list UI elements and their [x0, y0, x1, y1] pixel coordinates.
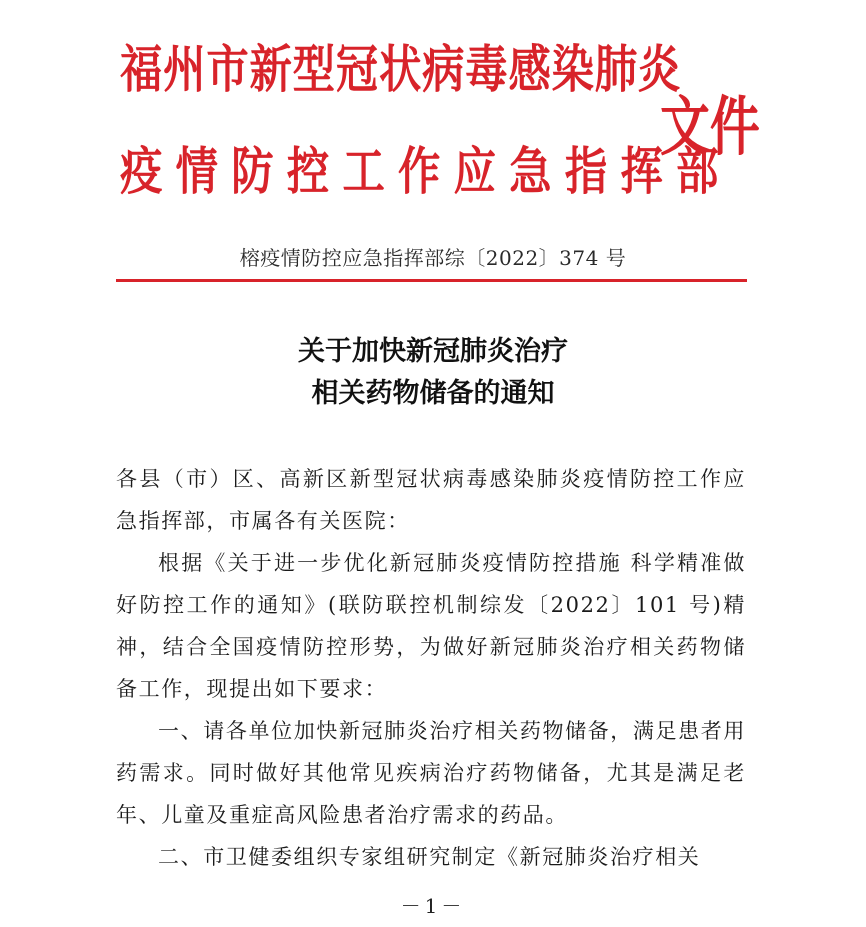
- body-paragraph-2: 一、请各单位加快新冠肺炎治疗相关药物储备，满足患者用药需求。同时做好其他常见疾病治疗药物储备，尤其是满足老年、儿童及重症高风险患者治疗需求的药品。: [116, 719, 746, 827]
- notice-body: [116, 458, 746, 878]
- page-number: －1－: [400, 894, 466, 918]
- body-paragraph-1: 根据《关于进一步优化新冠肺炎疫情防控措施 科学精准做好防控工作的通知》(联防联控机制综发〔2022〕101 号)精神，结合全国疫情防控形势，为做好新冠肺炎治疗相关药物储备工作，现提出如下要求：: [116, 551, 746, 701]
- salutation: 各县（市）区、高新区新型冠状病毒感染肺炎疫情防控工作应急指挥部，市属各有关医院：: [116, 467, 746, 533]
- issuer-name-line-1: 福州市新型冠状病毒感染肺炎: [120, 40, 682, 100]
- notice-title-line-1: 关于加快新冠肺炎治疗: [298, 336, 568, 367]
- issuer-name-line-2: 疫情防控工作应急指挥部: [120, 142, 732, 202]
- document-type-label: 文件: [660, 90, 760, 165]
- red-divider-line: [116, 279, 747, 282]
- red-letterhead: [120, 28, 760, 218]
- body-paragraph-3: 二、市卫健委组织专家组研究制定《新冠肺炎治疗相关: [158, 845, 701, 869]
- document-number: 榕疫情防控应急指挥部综〔2022〕374 号: [239, 246, 627, 270]
- notice-title: [0, 331, 866, 415]
- notice-title-line-2: 相关药物储备的通知: [311, 378, 555, 409]
